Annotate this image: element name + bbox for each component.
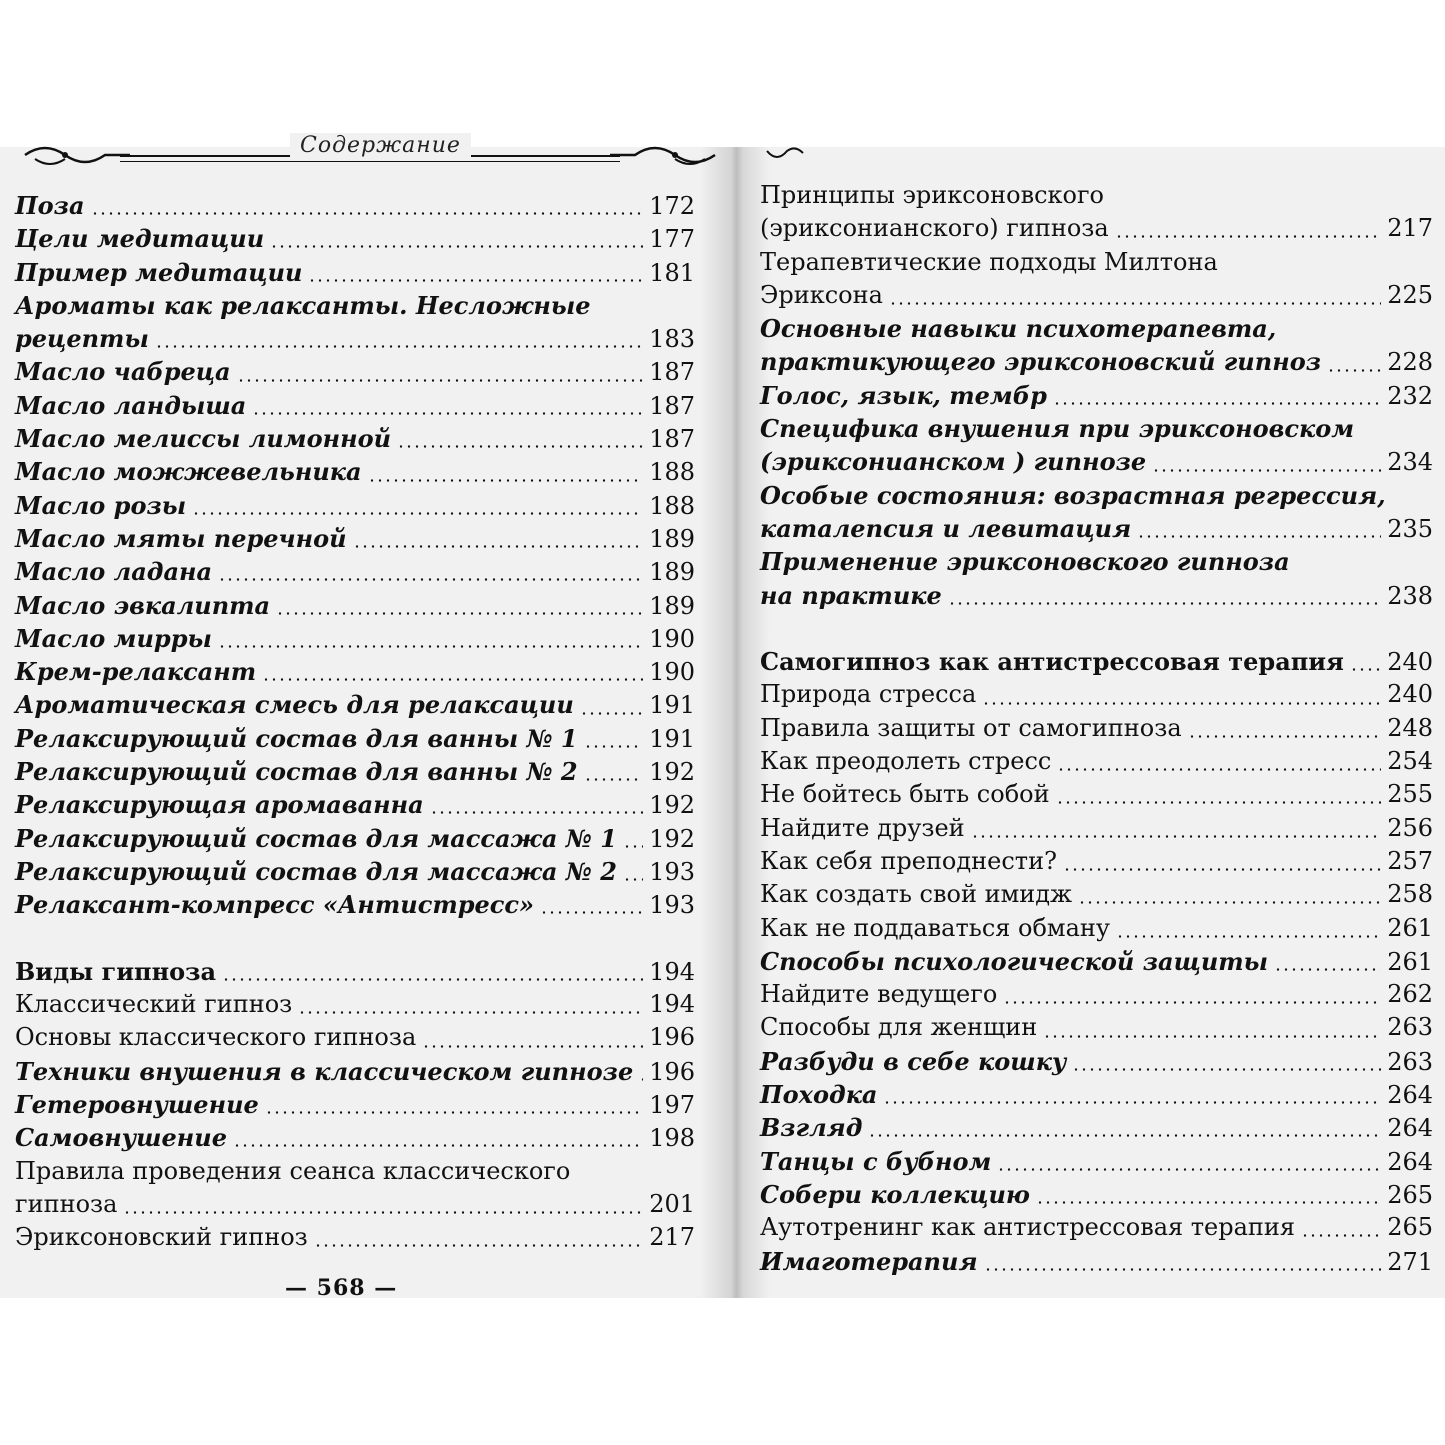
- toc-entry-title: Релаксирующая аромаванна: [15, 790, 424, 820]
- toc-entry-page: 264: [1387, 1081, 1433, 1110]
- toc-entry-title: Как не поддаваться обману: [760, 913, 1111, 942]
- toc-entry-title: на практике: [760, 580, 942, 610]
- toc-entry-page: 193: [649, 857, 695, 886]
- dot-leader: [623, 845, 643, 848]
- toc-entry: [15, 455, 695, 488]
- dot-leader: [265, 1111, 643, 1114]
- toc-entry-page: 193: [649, 891, 695, 920]
- toc-entry-title: Правила проведения сеанса классического: [15, 1156, 571, 1185]
- toc-entry: [15, 988, 695, 1021]
- dot-leader: [883, 1101, 1381, 1104]
- toc-entry-title: Виды гипноза: [15, 956, 217, 986]
- toc-entry-page: 172: [649, 192, 695, 220]
- toc-entry-title: Релаксирующий состав для массажа № 2: [15, 856, 617, 886]
- toc-entry-title: Релаксант-компресс «Антистресс»: [15, 890, 535, 920]
- toc-entry: [15, 189, 695, 222]
- dot-leader: [422, 1045, 643, 1048]
- toc-entry: [760, 878, 1433, 911]
- toc-entry-title: Крем-релаксант: [15, 657, 257, 687]
- toc-entry: [15, 389, 695, 422]
- toc-entry: [760, 812, 1433, 845]
- toc-entry-title: Терапевтические подходы Милтона: [760, 247, 1218, 276]
- toc-entry-page: 262: [1387, 980, 1433, 1009]
- toc-entry-page: 177: [649, 225, 695, 254]
- toc-entry-page: 194: [649, 990, 695, 1019]
- toc-entry: [15, 1155, 695, 1188]
- toc-entry: [760, 1111, 1433, 1144]
- dot-leader: [971, 835, 1382, 838]
- toc-entry-title: Классический гипноз: [15, 990, 293, 1019]
- toc-entry-title: Эриксоновский гипноз: [15, 1223, 308, 1252]
- toc-entry-title: Масло эвкалипта: [15, 590, 271, 620]
- toc-entry-title: Принципы эриксоновского: [760, 181, 1105, 209]
- toc-entry: [15, 555, 695, 588]
- toc-entry: [15, 1188, 695, 1221]
- toc-entry: [760, 645, 1433, 678]
- toc-entry-title: Танцы с бубном: [760, 1146, 992, 1176]
- toc-entry-page: 258: [1387, 880, 1433, 909]
- toc-entry-page: 261: [1387, 947, 1433, 976]
- toc-entry-page: 196: [649, 1057, 695, 1086]
- dot-leader: [584, 778, 644, 781]
- toc-entry-page: 240: [1387, 680, 1433, 709]
- toc-entry-title: Найдите ведущего: [760, 980, 998, 1009]
- toc-entry-page: 197: [649, 1091, 695, 1120]
- dot-leader: [237, 379, 644, 382]
- toc-entry-title: Масло ладана: [15, 557, 213, 587]
- toc-entry: [760, 1011, 1433, 1044]
- toc-entry-title: рецепты: [15, 324, 149, 354]
- toc-entry-title: Эриксона: [760, 280, 883, 309]
- dot-leader: [1188, 735, 1382, 738]
- toc-entry-title: Найдите друзей: [760, 813, 965, 842]
- toc-entry-title: Как создать свой имидж: [760, 880, 1073, 909]
- toc-entry-page: 264: [1387, 1147, 1433, 1176]
- toc-entry-page: 234: [1387, 448, 1433, 477]
- toc-entry-title: Самовнушение: [15, 1123, 227, 1153]
- toc-entry: [760, 978, 1433, 1011]
- toc-entry-title: Голос, язык, тембр: [760, 380, 1047, 410]
- toc-entry: [760, 712, 1433, 745]
- header-ornament: [20, 133, 720, 183]
- right-toc-list: [760, 179, 1433, 1278]
- toc-entry-title: практикующего эриксоновский гипноз: [760, 347, 1322, 377]
- dot-leader: [308, 279, 643, 282]
- toc-entry: [760, 412, 1433, 445]
- toc-entry-title: Ароматы как релаксанты. Несложные: [15, 290, 591, 320]
- toc-entry-title: Как преодолеть стресс: [760, 747, 1052, 776]
- toc-entry-title: Собери коллекцию: [760, 1179, 1030, 1209]
- toc-entry-title: Масло мирры: [15, 623, 212, 653]
- toc-entry-title: Основы классического гипноза: [15, 1023, 417, 1052]
- toc-entry-title: Техники внушения в классическом гипнозе: [15, 1056, 634, 1086]
- toc-entry: [15, 222, 695, 255]
- dot-leader: [997, 1168, 1381, 1171]
- toc-entry-title: гипноза: [15, 1189, 118, 1218]
- toc-entry: [760, 845, 1433, 878]
- toc-entry: [760, 945, 1433, 978]
- toc-entry-page: 264: [1387, 1114, 1433, 1143]
- toc-entry-page: 190: [649, 658, 695, 687]
- toc-entry: [760, 279, 1433, 312]
- dot-leader: [192, 512, 643, 515]
- toc-entry: [760, 512, 1433, 545]
- toc-entry-page: 189: [649, 558, 695, 587]
- toc-entry: [15, 722, 695, 755]
- toc-entry: [15, 1055, 695, 1088]
- dot-leader: [353, 545, 644, 548]
- dot-leader: [889, 302, 1381, 305]
- toc-entry-title: Применение эриксоновского гипноза: [760, 547, 1290, 577]
- dot-leader: [262, 678, 643, 681]
- dot-leader: [1152, 469, 1381, 472]
- ornament-right-icon: [600, 143, 720, 173]
- toc-entry: [15, 322, 695, 355]
- toc-entry-page: 265: [1387, 1180, 1433, 1209]
- dot-leader: [1003, 1001, 1381, 1004]
- dot-leader: [584, 745, 644, 748]
- header-rule-thin: [120, 161, 620, 162]
- toc-entry: [15, 855, 695, 888]
- toc-entry-page: 201: [649, 1189, 695, 1218]
- toc-entry-page: 255: [1387, 780, 1433, 809]
- dot-leader: [1115, 235, 1382, 238]
- toc-entry-title: Релаксирующий состав для ванны № 1: [15, 723, 578, 753]
- toc-entry-title: Основные навыки психотерапевта,: [760, 314, 1277, 344]
- toc-entry-title: каталепсия и левитация: [760, 513, 1132, 543]
- toc-entry: [15, 655, 695, 688]
- toc-entry-page: 196: [649, 1023, 695, 1052]
- toc-entry-title: Масло мелиссы лимонной: [15, 424, 392, 454]
- toc-entry: [760, 1045, 1433, 1078]
- toc-entry-title: Правила защиты от самогипноза: [760, 713, 1182, 742]
- toc-entry-title: Походка: [760, 1080, 878, 1110]
- toc-entry: [760, 545, 1433, 578]
- toc-entry: [760, 912, 1433, 945]
- toc-entry: [760, 1178, 1433, 1211]
- toc-entry-page: 191: [649, 691, 695, 720]
- toc-entry-title: Масло мяты перечной: [15, 523, 347, 553]
- toc-entry-title: (эриксонианском ) гипнозе: [760, 447, 1147, 477]
- toc-entry: [15, 822, 695, 855]
- toc-entry-title: Взгляд: [760, 1113, 863, 1143]
- toc-entry-page: 271: [1387, 1247, 1433, 1276]
- toc-entry-page: 191: [649, 724, 695, 753]
- toc-entry-page: 261: [1387, 913, 1433, 942]
- toc-entry-page: 189: [649, 591, 695, 620]
- toc-entry-title: (эриксонианского) гипноза: [760, 214, 1109, 243]
- toc-entry: [15, 622, 695, 655]
- toc-entry-page: 187: [649, 425, 695, 454]
- dot-leader: [1301, 1234, 1381, 1237]
- dot-leader: [1116, 935, 1381, 938]
- toc-entry-page: 263: [1387, 1013, 1433, 1042]
- toc-entry-page: 238: [1387, 581, 1433, 610]
- dot-leader: [397, 445, 643, 448]
- toc-entry-page: 192: [649, 824, 695, 853]
- toc-entry-title: Аутотренинг как антистрессовая терапия: [760, 1213, 1296, 1242]
- toc-entry-page: 192: [649, 758, 695, 787]
- toc-entry: [760, 1145, 1433, 1178]
- toc-entry: [15, 289, 695, 322]
- dot-leader: [984, 1268, 1382, 1271]
- toc-entry: [760, 678, 1433, 711]
- toc-entry-title: Релаксирующий состав для ванны № 2: [15, 757, 578, 787]
- section-gap: [760, 612, 1433, 645]
- toc-entry-page: 240: [1387, 648, 1433, 677]
- page-number: — 568 —: [285, 1275, 398, 1301]
- dot-leader: [1072, 1068, 1381, 1071]
- toc-entry-title: Разбуди в себе кошку: [760, 1046, 1067, 1076]
- dot-leader: [1063, 868, 1381, 871]
- ornament-corner-icon: [765, 147, 805, 167]
- dot-leader: [639, 1078, 643, 1081]
- dot-leader: [233, 1144, 643, 1147]
- dot-leader: [218, 645, 643, 648]
- dot-leader: [1274, 968, 1381, 971]
- toc-entry: [760, 1245, 1433, 1278]
- toc-entry: [15, 489, 695, 522]
- toc-entry: [760, 246, 1433, 279]
- toc-entry: [760, 1078, 1433, 1111]
- dot-leader: [1137, 535, 1381, 538]
- toc-entry: [760, 445, 1433, 478]
- dot-leader: [314, 1244, 643, 1247]
- dot-leader: [123, 1211, 643, 1214]
- toc-entry: [760, 345, 1433, 378]
- toc-entry: [15, 589, 695, 622]
- toc-entry: [15, 422, 695, 455]
- toc-entry-page: 181: [649, 258, 695, 287]
- toc-entry-title: Самогипноз как антистрессовая терапия: [760, 647, 1344, 677]
- dot-leader: [1057, 768, 1381, 771]
- dot-leader: [1327, 369, 1381, 372]
- dot-leader: [1078, 901, 1381, 904]
- toc-entry: [15, 955, 695, 988]
- dot-leader: [91, 212, 644, 215]
- toc-entry-title: Природа стресса: [760, 680, 977, 709]
- dot-leader: [368, 479, 644, 482]
- dot-leader: [1053, 402, 1381, 405]
- toc-entry-title: Не бойтесь быть собой: [760, 780, 1050, 809]
- toc-entry-page: 187: [649, 391, 695, 420]
- toc-entry-title: Цели медитации: [15, 224, 265, 254]
- toc-entry-page: 198: [649, 1124, 695, 1153]
- toc-entry-page: 188: [649, 458, 695, 487]
- dot-leader: [623, 878, 643, 881]
- toc-entry-page: 257: [1387, 846, 1433, 875]
- toc-entry-title: Гетеровнушение: [15, 1090, 259, 1120]
- toc-entry-title: Масло можжевельника: [15, 457, 362, 487]
- toc-entry-title: Имаготерапия: [760, 1246, 978, 1276]
- toc-entry-page: 183: [649, 325, 695, 354]
- toc-entry-page: 254: [1387, 747, 1433, 776]
- toc-entry: [15, 1221, 695, 1254]
- toc-entry-page: 192: [649, 791, 695, 820]
- dot-leader: [218, 578, 643, 581]
- toc-entry-page: 217: [1387, 214, 1433, 243]
- toc-entry-title: Поза: [15, 191, 85, 220]
- toc-entry-title: Пример медитации: [15, 257, 303, 287]
- toc-entry-title: Как себя преподнести?: [760, 846, 1057, 875]
- dot-leader: [430, 811, 643, 814]
- toc-entry-title: Масло чабреца: [15, 357, 231, 387]
- dot-leader: [1056, 801, 1382, 804]
- dot-leader: [222, 978, 643, 981]
- toc-entry-title: Масло ландыша: [15, 390, 247, 420]
- toc-entry-title: Особые состояния: возрастная регрессия,: [760, 480, 1386, 510]
- toc-entry: [15, 888, 695, 921]
- dot-leader: [1350, 668, 1381, 671]
- dot-leader: [155, 345, 643, 348]
- toc-entry-title: Способы для женщин: [760, 1013, 1038, 1042]
- toc-entry-page: 217: [649, 1223, 695, 1252]
- toc-entry: [15, 256, 695, 289]
- toc-entry: [15, 1088, 695, 1121]
- toc-entry: [760, 479, 1433, 512]
- toc-entry-title: Ароматическая смесь для релаксации: [15, 690, 574, 720]
- dot-leader: [252, 412, 643, 415]
- toc-entry-page: 187: [649, 358, 695, 387]
- dot-leader: [580, 712, 643, 715]
- toc-entry-title: Способы психологической защиты: [760, 946, 1269, 976]
- toc-entry-page: 188: [649, 491, 695, 520]
- section-gap: [15, 922, 695, 955]
- toc-entry: [15, 755, 695, 788]
- toc-entry: [760, 778, 1433, 811]
- toc-entry: [760, 1211, 1433, 1244]
- toc-entry: [760, 312, 1433, 345]
- toc-entry: [760, 579, 1433, 612]
- toc-entry-page: 225: [1387, 280, 1433, 309]
- toc-entry: [15, 788, 695, 821]
- toc-entry-page: 190: [649, 624, 695, 653]
- dot-leader: [1036, 1201, 1381, 1204]
- dot-leader: [540, 911, 643, 914]
- toc-entry: [760, 179, 1433, 212]
- toc-entry-page: 256: [1387, 813, 1433, 842]
- toc-entry-page: 228: [1387, 348, 1433, 377]
- toc-entry: [15, 355, 695, 388]
- toc-entry: [15, 522, 695, 555]
- toc-entry: [15, 688, 695, 721]
- toc-entry-title: Масло розы: [15, 490, 187, 520]
- left-page: [0, 133, 705, 1301]
- dot-leader: [276, 612, 643, 615]
- toc-entry-page: 263: [1387, 1047, 1433, 1076]
- book-spread: [0, 133, 1445, 1301]
- dot-leader: [298, 1011, 643, 1014]
- toc-entry: [15, 1121, 695, 1154]
- toc-entry-page: 232: [1387, 381, 1433, 410]
- toc-entry-page: 248: [1387, 713, 1433, 742]
- toc-entry-title: Специфика внушения при эриксоновском: [760, 414, 1355, 444]
- running-title: Содержание: [290, 133, 471, 158]
- toc-entry: [760, 212, 1433, 245]
- toc-entry: [760, 379, 1433, 412]
- dot-leader: [982, 702, 1381, 705]
- ornament-left-icon: [20, 143, 140, 173]
- right-page: [745, 147, 1445, 1298]
- toc-entry: [760, 745, 1433, 778]
- left-toc-list: [15, 189, 695, 1255]
- dot-leader: [1043, 1035, 1381, 1038]
- toc-entry-page: 235: [1387, 514, 1433, 543]
- toc-entry-title: Релаксирующий состав для массажа № 1: [15, 823, 617, 853]
- dot-leader: [270, 245, 643, 248]
- toc-entry-page: 265: [1387, 1213, 1433, 1242]
- toc-entry-page: 189: [649, 524, 695, 553]
- toc-entry-page: 194: [649, 957, 695, 986]
- dot-leader: [948, 602, 1381, 605]
- dot-leader: [868, 1134, 1381, 1137]
- toc-entry: [15, 1021, 695, 1054]
